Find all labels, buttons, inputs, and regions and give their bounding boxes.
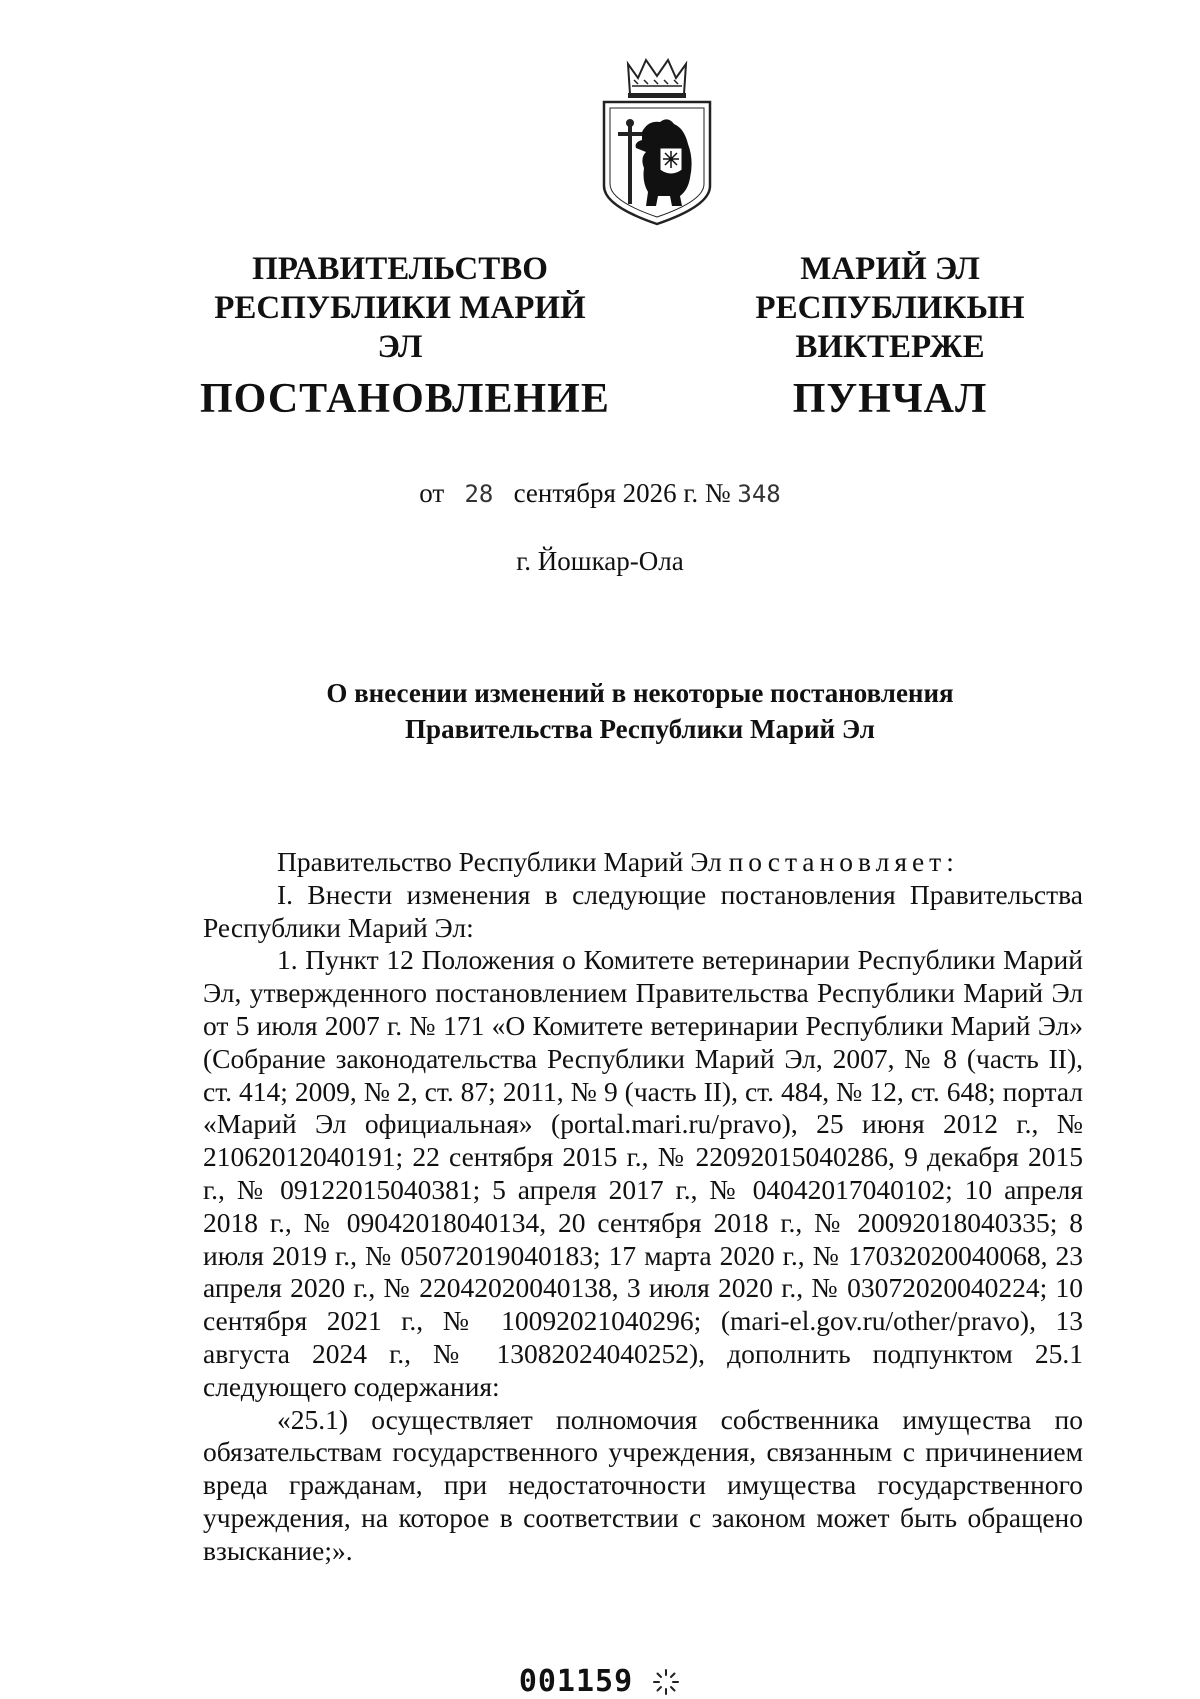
footer [0,1664,1200,1699]
header-right [665,250,1115,424]
doc-number: 348 [737,480,781,508]
doc-type-mari: ПУНЧАЛ [792,375,988,422]
doc-title-line2: Правительства Республики Марий Эл [405,714,875,745]
body-intro-verb: постановляет: [728,846,959,877]
org-name-mari-line2: ВИКТЕРЖЕ [795,328,985,365]
header-left [200,250,610,424]
date-line [0,478,1200,509]
security-star-icon [651,1667,681,1697]
doc-title [200,675,1080,748]
date-day: 28 [464,480,494,508]
serial-number: 001159 [518,1664,634,1699]
org-name-mari-line1: МАРИЙ ЭЛ РЕСПУБЛИКЫН [755,251,1025,326]
org-name-ru-line1: ПРАВИТЕЛЬСТВО [252,251,548,287]
city-line: г. Йошкар-Ола [516,546,684,576]
coat-of-arms-mari-el-icon [598,56,716,228]
body-item-3: «25.1) осуществляет полномочия собственника имущества по обязательствам государственного учреждения, связанным с причинением вреда гражданам, при недостаточности имущества государственного учреждения, на которое в соответствии с законом может быть обращено взыскание;». [203,1403,1083,1566]
body-item-2: 1. Пункт 12 Положения о Комитете ветеринарии Республики Марий Эл, утвержденного постановлением Правительства Республики Марий Эл от 5 июля 2007 г. № 171 «О Комитете ветеринарии Республики Марий Эл» (Собрание законодательства Республики Марий Эл, 2007, № 8 (часть II), ст. 414; 2009, № 2, ст. 87; 2011, № 9 (часть II), ст. 484, № 12, ст. 648; портал «Марий Эл официальная» (portal.mari.ru/pravo), 25 июня 2012 г., № 21062012040191; 22 сентября 2015 г., № 22092015040286, 9 декабря 2015 г., № 09122015040381; 5 апреля 2017 г., № 04042017040102; 10 апреля 2018 г., № 09042018040134, 20 сентября 2018 г., № 20092018040335; 8 июля 2019 г., № 05072019040183; 17 марта 2020 г., № 17032020040068, 23 апреля 2020 г., № 22042020040138, 3 июля 2020 г., № 03072020040224; 10 сентября 2021 г., № 10092021040296; (mari-el.gov.ru/other/pravo), 13 августа 2024 г., № 13082024040252), дополнить подпунктом 25.1 следующего содержания: [203,944,1083,1402]
body-intro [203,846,1083,879]
doc-title-line1: О внесении изменений в некоторые постановления [326,678,954,708]
doc-type-ru: ПОСТАНОВЛЕНИЕ [200,375,610,422]
body-intro-prefix: Правительство Республики Марий Эл [277,846,722,877]
org-name-ru-line2: РЕСПУБЛИКИ МАРИЙ ЭЛ [214,289,586,365]
doc-body [203,846,1083,1568]
date-prefix: от [419,478,445,508]
body-item-1: I. Внести изменения в следующие постановления Правительства Республики Марий Эл: [203,878,1083,943]
date-month-year: сентября 2026 г. № [513,478,731,508]
